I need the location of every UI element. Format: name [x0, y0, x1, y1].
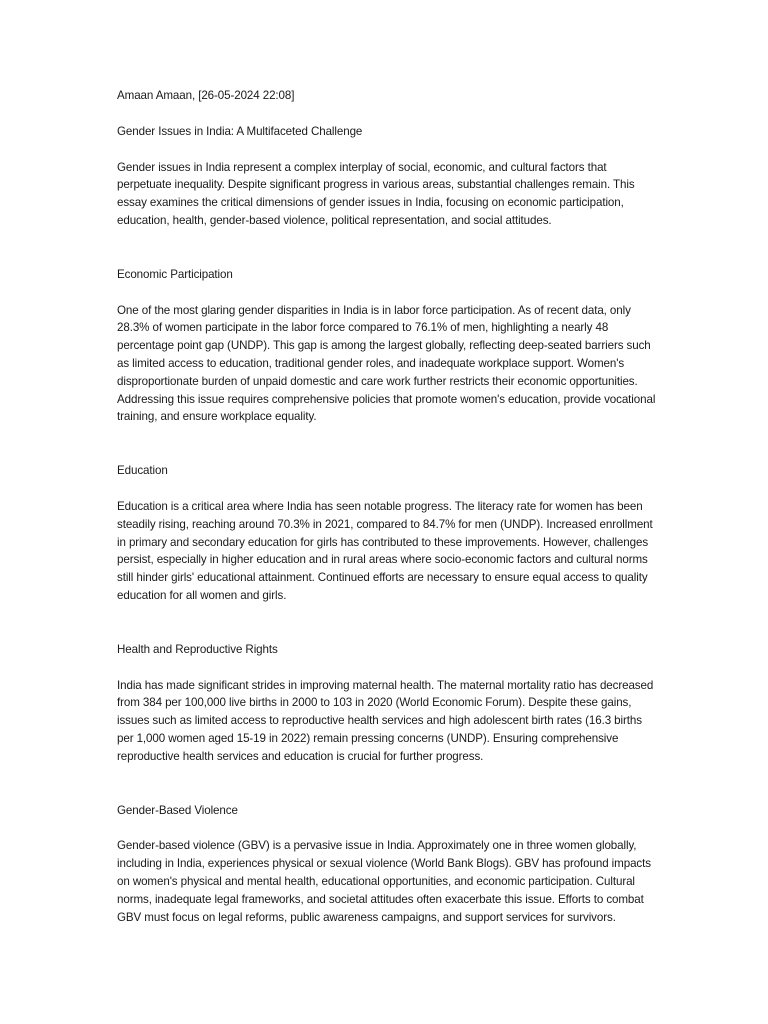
document-page: [117, 87, 657, 926]
author-line: Amaan Amaan, [26-05-2024 22:08]: [117, 89, 295, 102]
section-heading: Gender-Based Violence: [117, 803, 238, 817]
section-body: India has made significant strides in improving maternal health. The maternal mortality ratio has decreased from 384 per 100,000 live births in 2000 to 103 in 2020 (World Economic Forum). Despite these gains, issues such as limited access to reproductive health services and high adolescent birth rates (16.3 births per 1,000 women aged 15-19 in 2022) remain pressing concerns (UNDP). Ensuring comprehensive reproductive health services and education is crucial for further progress.: [117, 678, 654, 763]
intro-paragraph: Gender issues in India represent a complex interplay of social, economic, and cultural factors that perpetuate inequality. Despite significant progress in various areas, substantial challenges remain. This essay examines the critical dimensions of gender issues in India, focusing on economic participation, education, health, gender-based violence, political representation, and social attitudes.: [117, 160, 635, 227]
section-body: Education is a critical area where India has seen notable progress. The literacy rate for women has been steadily rising, reaching around 70.3% in 2021, compared to 84.7% for men (UNDP). Increased enrollment in primary and secondary education for girls has contributed to these improvements. However, challenges persist, especially in higher education and in rural areas where socio-economic factors and cultural norms still hinder girls' educational attainment. Continued efforts are necessary to ensure equal access to quality education for all women and girls.: [117, 499, 653, 602]
section-heading: Education: [117, 464, 168, 478]
section-heading: Health and Reproductive Rights: [117, 642, 278, 656]
section-gender-based-violence: [117, 802, 657, 927]
section-heading: Economic Participation: [117, 267, 233, 281]
section-education: [117, 462, 657, 605]
document-title: Gender Issues in India: A Multifaceted Challenge: [117, 124, 363, 138]
section-body: One of the most glaring gender disparities in India is in labor force participation. As of recent data, only 28.3% of women participate in the labor force compared to 76.1% of men, highlighting a nearly 48 percentage point gap (UNDP). This gap is among the largest globally, reflecting deep-seated barriers such as limited access to education, traditional gender roles, and inadequate workplace support. Women's disproportionate burden of unpaid domestic and care work further restricts their economic opportunities. Addressing this issue requires comprehensive policies that promote women's education, provide vocational training, and ensure workplace equality.: [117, 303, 656, 424]
section-economic-participation: [117, 266, 657, 426]
section-health-reproductive-rights: [117, 641, 657, 766]
section-body: Gender-based violence (GBV) is a pervasive issue in India. Approximately one in three women globally, including in India, experiences physical or sexual violence (World Bank Blogs). GBV has profound impacts on women's physical and mental health, educational opportunities, and economic participation. Cultural norms, inadequate legal frameworks, and societal attitudes often exacerbate this issue. Efforts to combat GBV must focus on legal reforms, public awareness campaigns, and support services for survivors.: [117, 839, 651, 924]
